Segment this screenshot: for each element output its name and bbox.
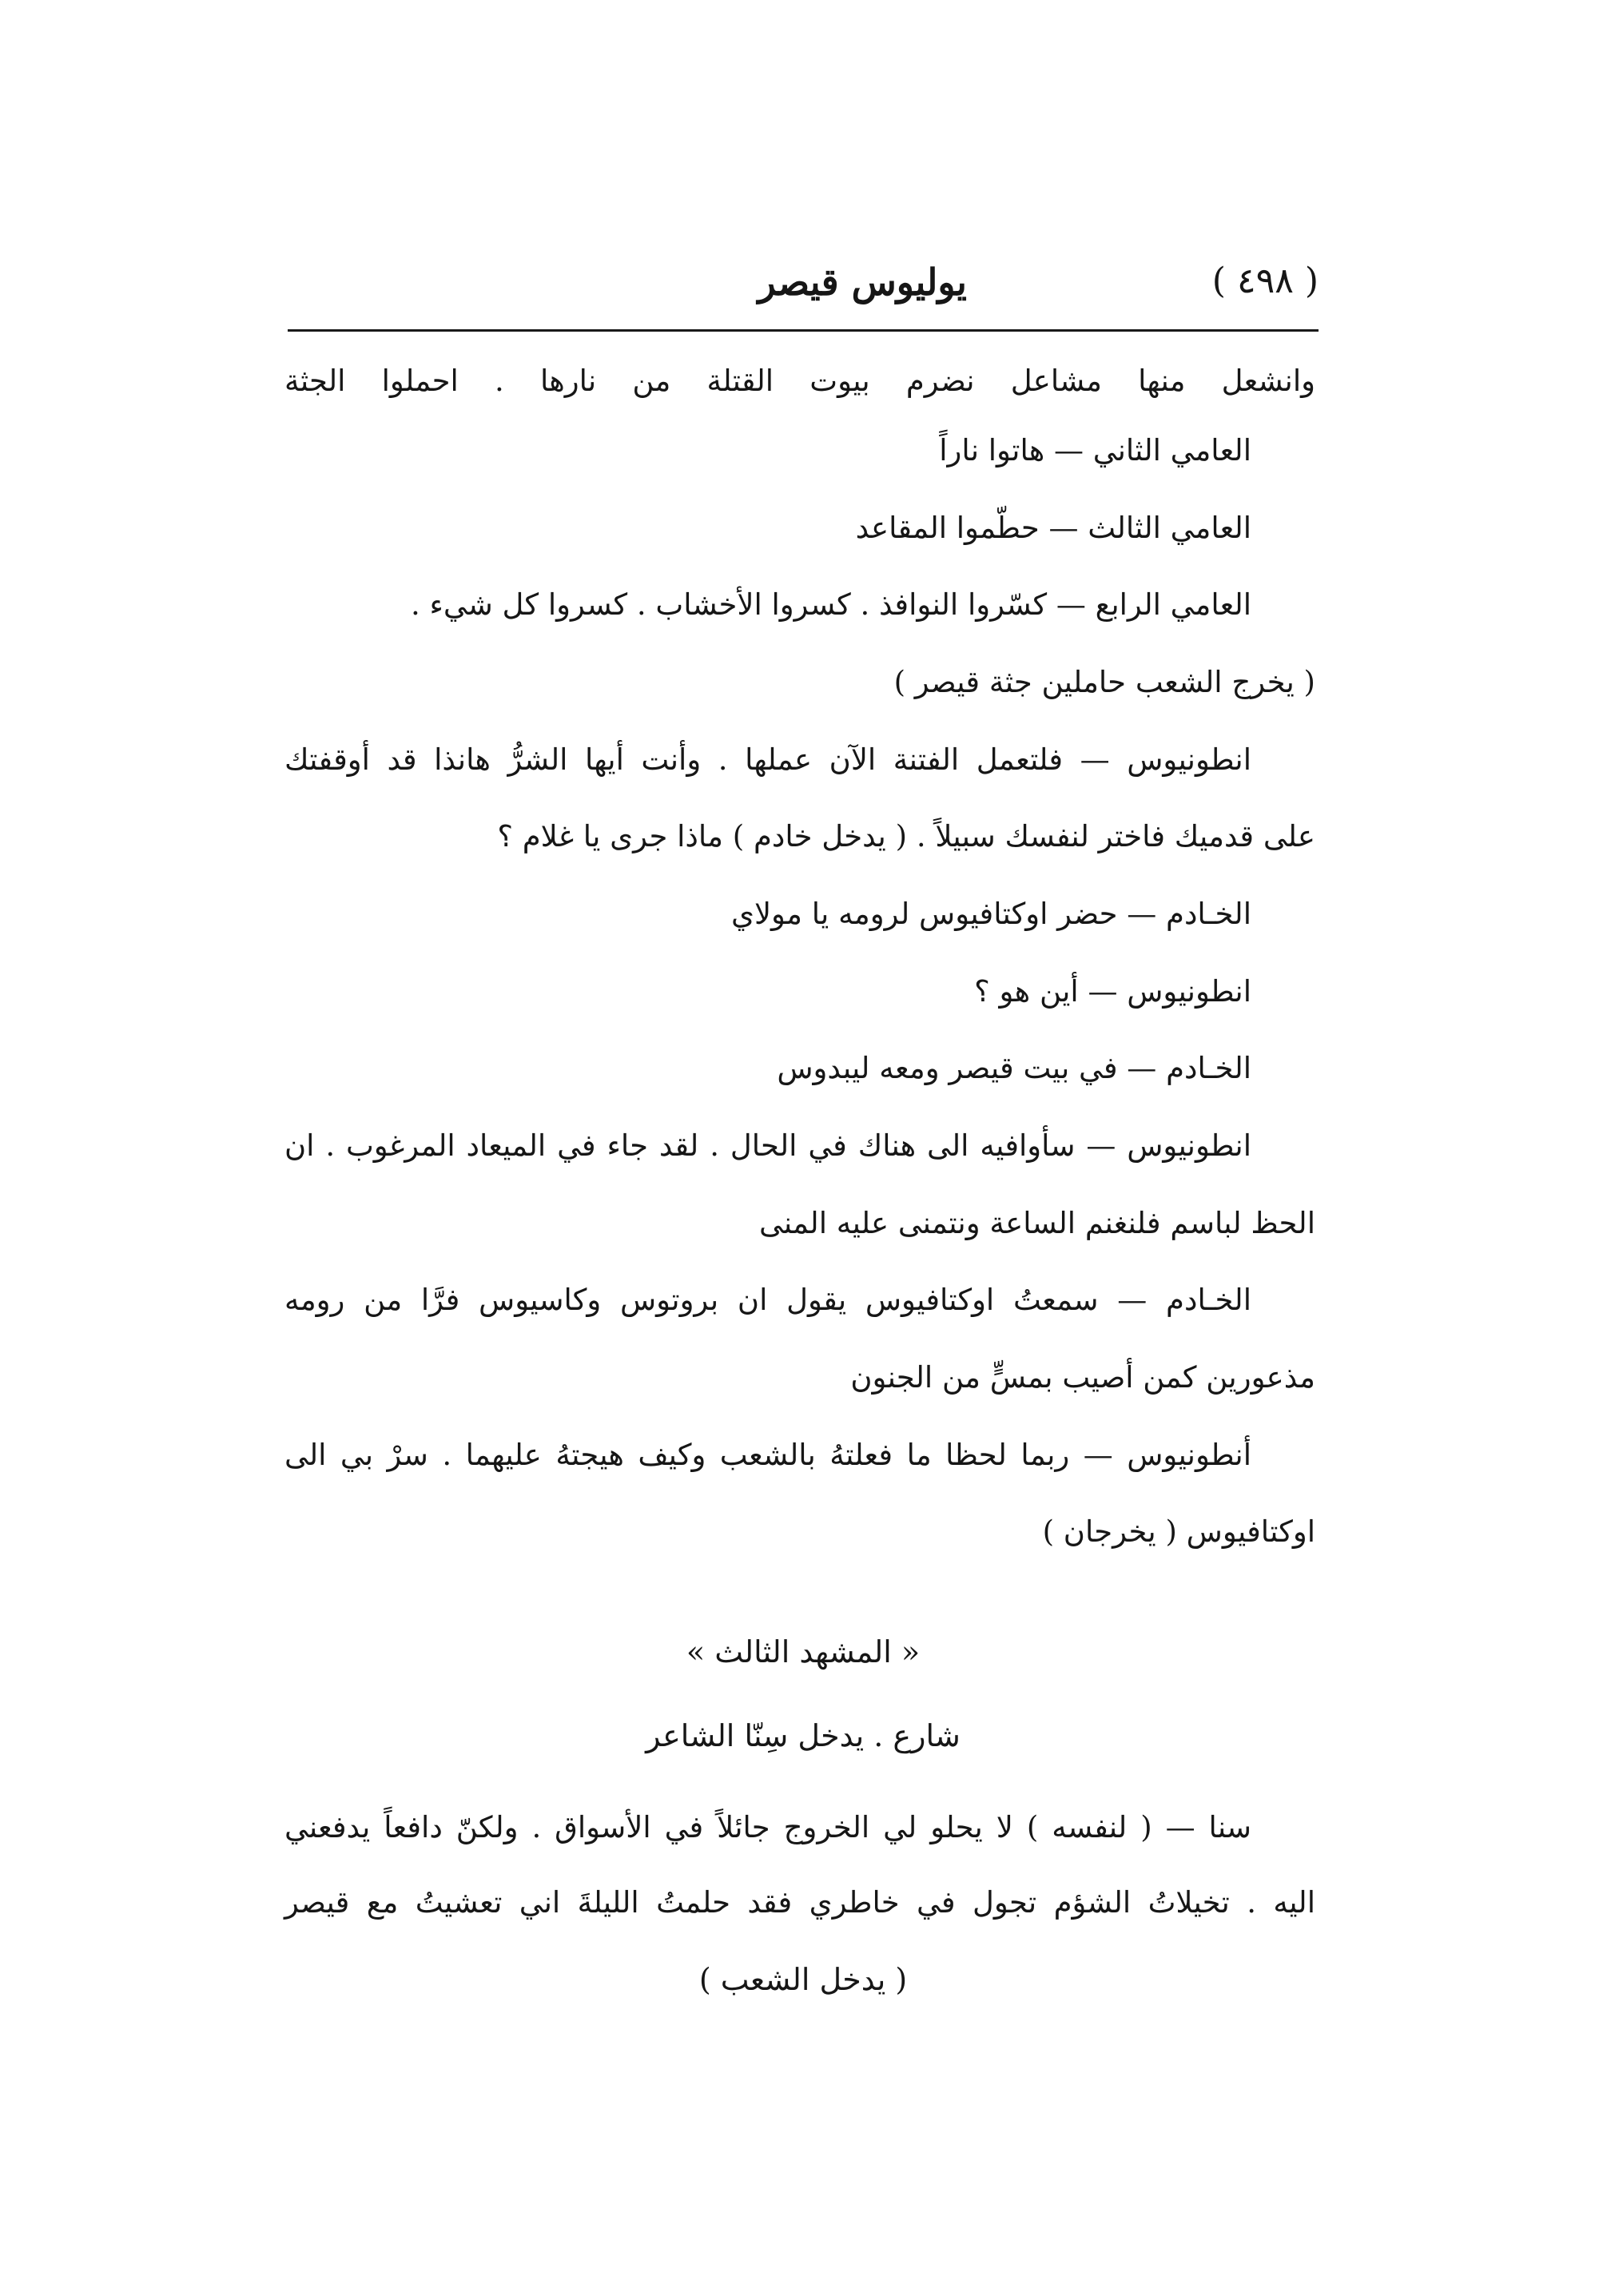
text-line: مذعورين كمن أصيب بمسٍّ من الجنون — [850, 1360, 1315, 1395]
page-number: ( ٤٩٨ ) — [1211, 261, 1319, 301]
stage-direction: ( يدخل الشعب ) — [698, 1962, 908, 1997]
scene-setting: شارع . يدخل سِنّا الشاعر — [646, 1718, 961, 1753]
text-line: العامي الثالث — حطّموا المقاعد — [855, 511, 1251, 545]
text-line: انطونيوس — سأوافيه الى هناك في الحال . لقد جاء في الميعاد المرغوب . ان — [284, 1128, 1251, 1163]
page-header — [288, 254, 1319, 318]
text-line: انطونيوس — فلتعمل الفتنة الآن عملها . وأنت أيها الشرُّ هانذا قد أوقفتك — [284, 742, 1251, 777]
header-rule — [288, 329, 1319, 332]
text-line: سنا — ( لنفسه ) لا يحلو لي الخروج جائلاً في الأسواق . ولكنّ دافعاً يدفعني — [284, 1810, 1251, 1844]
stage-direction: ( يخرج الشعب حاملين جثة قيصر ) — [893, 665, 1315, 699]
text-line: انطونيوس — أين هو ؟ — [974, 974, 1251, 1009]
text-line: الخـادم — في بيت قيصر ومعه ليبدوس — [777, 1051, 1251, 1085]
running-title: يوليوس قيصر — [758, 261, 967, 304]
text-line: الحظ لباسم فلنغنم الساعة ونتمنى عليه المنى — [759, 1206, 1315, 1240]
text-line: أنطونيوس — ربما لحظا ما فعلتهُ بالشعب وكيف هيجتهُ عليهما . سرْ بي الى — [284, 1438, 1251, 1472]
text-line: الخـادم — حضر اوكتافيوس لرومه يا مولاي — [731, 897, 1251, 931]
text-line: العامي الرابع — كسّروا النوافذ . كسروا الأخشاب . كسروا كل شيء . — [410, 587, 1251, 622]
text-line: العامي الثاني — هاتوا ناراً — [939, 433, 1251, 468]
text-line: اليه . تخيلاتُ الشؤم تجول في خاطري فقد حلمتُ الليلةَ اني تعشيتُ مع قيصر — [284, 1885, 1315, 1920]
text-line: وانشعل منها مشاعل نضرم بيوت القتلة من نارها . احملوا الجثة — [284, 364, 1315, 398]
text-line: الخـادم — سمعتُ اوكتافيوس يقول ان بروتوس وكاسيوس فرَّا من رومه — [284, 1283, 1251, 1317]
text-line: على قدميك فاختر لنفسك سبيلاً . ( يدخل خادم ) ماذا جرى يا غلام ؟ — [497, 819, 1315, 854]
scene-heading: « المشهد الثالث » — [686, 1634, 921, 1669]
text-line: اوكتافيوس ( يخرجان ) — [1042, 1514, 1315, 1549]
